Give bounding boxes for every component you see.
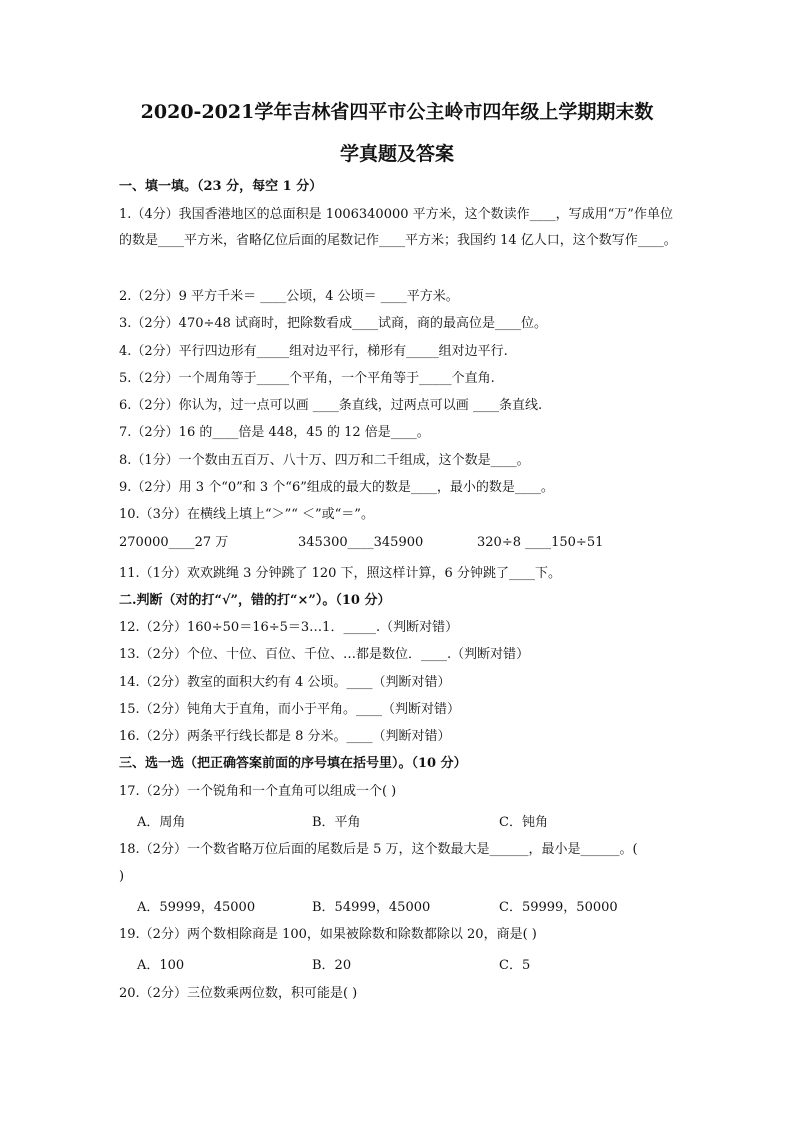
- comparison-item: 345300____345900: [298, 535, 424, 550]
- option-a: A．周角: [137, 815, 186, 830]
- comparison-item: 270000____27 万: [119, 535, 229, 550]
- option-b: B．54999，45000: [312, 900, 431, 915]
- question-14: 14.（2分）教室的面积大约有 4 公顷。____（判断对错）: [119, 675, 451, 690]
- section-heading-fill: 一、填一填。（23 分，每空 1 分）: [119, 179, 323, 194]
- question-16: 16.（2分）两条平行线长都是 8 分米。____（判断对错）: [119, 729, 451, 744]
- question-7: 7.（2分）16 的____倍是 448，45 的 12 倍是____。: [119, 425, 430, 440]
- option-a: A．100: [137, 958, 185, 973]
- doc-title-line2: 学真题及答案: [339, 143, 454, 165]
- question-13: 13.（2分）个位、十位、百位、千位、…都是数位．____.（判断对错）: [119, 647, 530, 662]
- question-2: 2.（2分）9 平方千米＝ ____公顷，4 公顷＝ ____平方米。: [119, 289, 459, 304]
- question-20: 20.（2分）三位数乘两位数，积可能是( ): [119, 986, 358, 1001]
- comparison-item: 320÷8 ____150÷51: [477, 535, 604, 550]
- option-c: C．59999，50000: [499, 900, 618, 915]
- question-4: 4.（2分）平行四边形有_____组对边平行，梯形有_____组对边平行.: [119, 344, 508, 359]
- question-19: 19.（2分）两个数相除商是 100，如果被除数和除数都除以 20，商是( ): [119, 927, 537, 942]
- option-c: C．钝角: [499, 815, 548, 830]
- question-12: 12.（2分）160÷50＝16÷5＝3…1．_____.（判断对错）: [119, 620, 459, 635]
- question-15: 15.（2分）钝角大于直角，而小于平角。____（判断对错）: [119, 702, 460, 717]
- section-heading-choice: 三、选一选（把正确答案前面的序号填在括号里）。（10 分）: [119, 756, 467, 771]
- question-18: 18.（2分）一个数省略万位后面的尾数后是 5 万，这个数最大是______，最小是______。(: [119, 842, 638, 857]
- option-b: B．20: [312, 958, 352, 973]
- section-heading-judge: 二.判断（对的打“√”，错的打“×”）。（10 分）: [119, 593, 391, 608]
- question-18-tail: ): [119, 869, 125, 884]
- question-11: 11.（1分）欢欢跳绳 3 分钟跳了 120 下，照这样计算，6 分钟跳了____下。: [119, 566, 561, 581]
- question-8: 8.（1分）一个数由五百万、八十万、四万和二千组成，这个数是____。: [119, 453, 530, 468]
- option-c: C．5: [499, 958, 531, 973]
- question-17: 17.（2分）一个锐角和一个直角可以组成一个( ): [119, 784, 397, 799]
- doc-title-line1: 2020-2021学年吉林省四平市公主岭市四年级上学期期末数: [140, 101, 654, 123]
- option-b: B．平角: [312, 815, 361, 830]
- question-3: 3.（2分）470÷48 试商时，把除数看成____试商，商的最高位是____位。: [119, 316, 548, 331]
- question-1: 1.（4分）我国香港地区的总面积是 1006340000 平方米，这个数读作____，写成用“万”作单位的数是____平方米，省略亿位后面的尾数记作____平方米；我国约 14 亿人口，这个数写作____。: [119, 207, 677, 248]
- question-6: 6.（2分）你认为，过一点可以画 ____条直线，过两点可以画 ____条直线.: [119, 398, 543, 413]
- question-10: 10.（3分）在横线上填上“＞”“ ＜”或“＝”。: [119, 507, 374, 522]
- option-a: A．59999，45000: [137, 900, 256, 915]
- question-5: 5.（2分）一个周角等于_____个平角，一个平角等于_____个直角.: [119, 371, 495, 386]
- question-9: 9.（2分）用 3 个“0”和 3 个“6”组成的最大的数是____，最小的数是____。: [119, 480, 554, 495]
